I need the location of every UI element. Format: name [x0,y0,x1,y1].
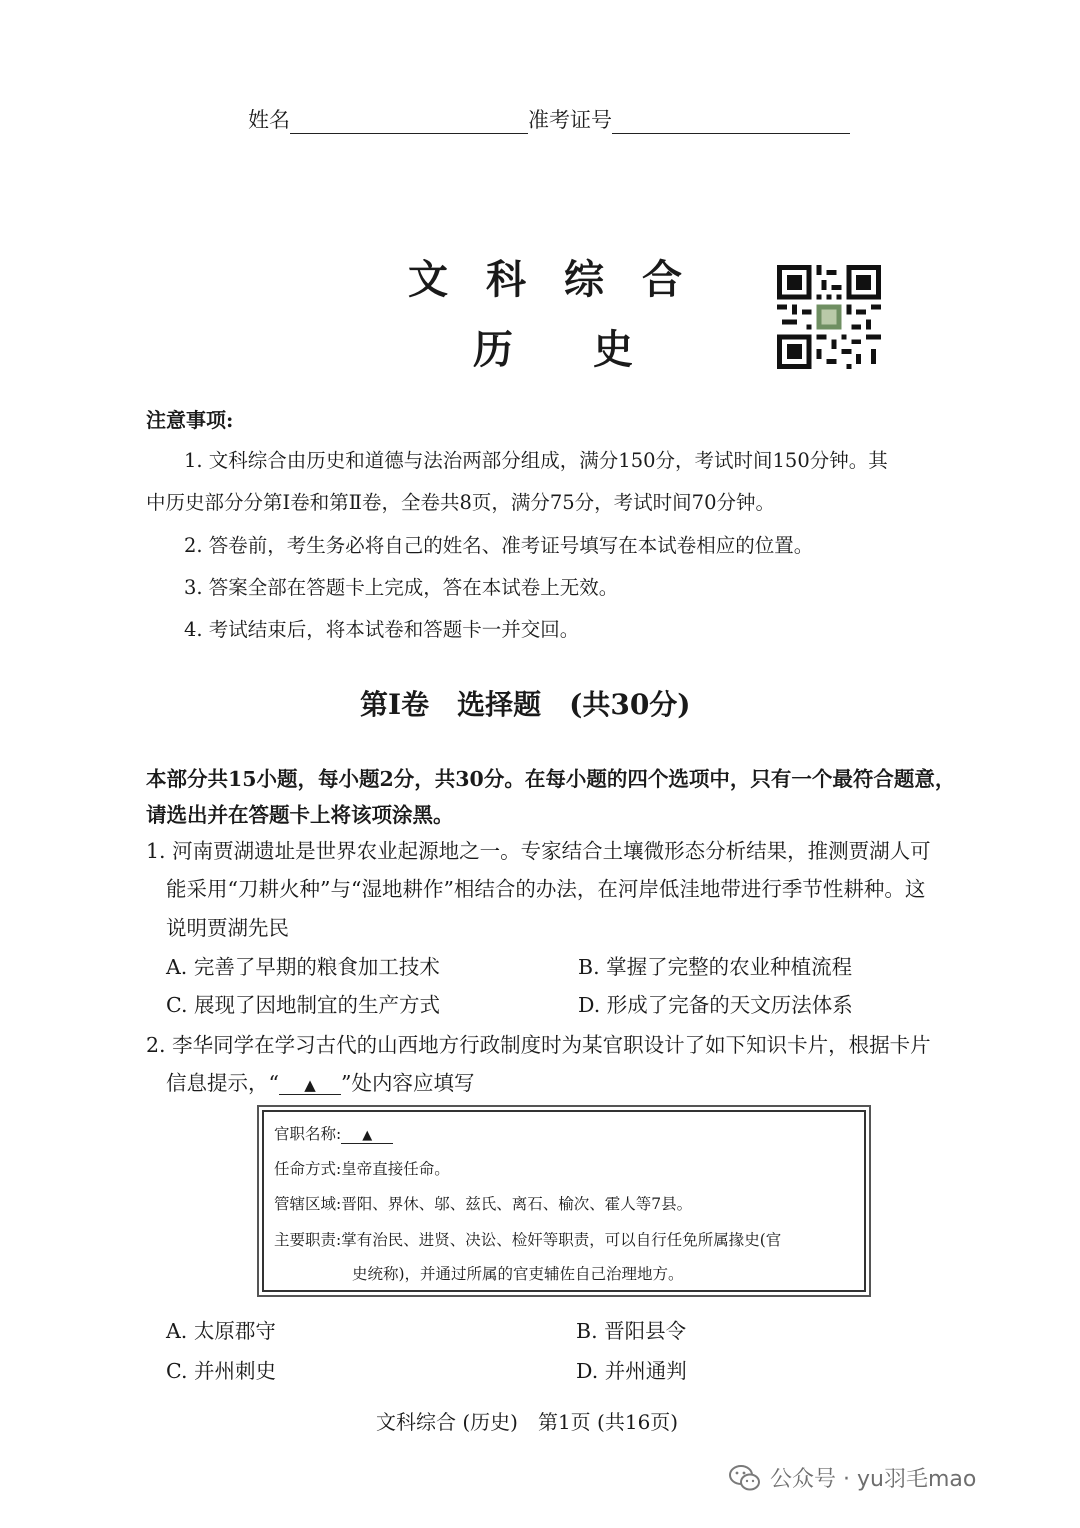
card-row-jurisdiction: 管辖区域:晋阳、界休、邬、兹氏、离石、榆次、霍人等7县。 [274,1195,693,1213]
card-row-duties-continued: 史统称)，并通过所属的官吏辅佐自己治理地方。 [352,1265,684,1283]
question-2-option-c: C. 并州刺史 [166,1359,276,1383]
question-2-line-2-end: ”处内容应填写 [340,1071,475,1095]
question-1-option-a: A. 完善了早期的粮食加工技术 [166,955,440,979]
notice-item-2: 2. 答卷前，考生务必将自己的姓名、准考证号填写在本试卷相应的位置。 [184,534,814,557]
question-1-option-d: D. 形成了完备的天文历法体系 [578,993,853,1017]
paper-title: 文科综合 [408,256,720,303]
question-2-option-b: B. 晋阳县令 [576,1319,687,1343]
exam-number-field [528,104,850,134]
subject-title: 历史 [473,326,713,373]
question-2-option-d: D. 并州通判 [576,1359,687,1383]
notice-item-4: 4. 考试结束后，将本试卷和答题卡一并交回。 [184,618,580,641]
section-intro-line-2: 请选出并在答题卡上将该项涂黑。 [146,803,454,827]
card-row-title [274,1122,393,1144]
qr-code [777,265,881,369]
card-row-appointment: 任命方式:皇帝直接任命。 [274,1160,450,1178]
question-1-option-b: B. 掌握了完整的农业种植流程 [578,955,853,979]
question-1-line-1: 1. 河南贾湖遗址是世界农业起源地之一。专家结合土壤微形态分析结果，推测贾湖人可 [146,839,931,863]
exam-number-blank-line [612,111,850,134]
card-title-label: 官职名称: [274,1125,342,1143]
notice-item-3: 3. 答案全部在答题卡上完成，答在本试卷上无效。 [184,576,619,599]
blank-triangle-mark: ▲ [279,1076,341,1095]
question-2-line-1: 2. 李华同学在学习古代的山西地方行政制度时为某官职设计了如下知识卡片，根据卡片 [146,1033,931,1057]
watermark-text: 公众号 · yu羽毛mao [770,1467,977,1492]
knowledge-card [262,1110,866,1292]
section-title: 第Ⅰ卷 选择题 (共30分) [360,688,691,721]
notice-heading: 注意事项: [146,408,234,432]
card-triangle-mark: ▲ [341,1128,393,1144]
page-footer: 文科综合 (历史) 第1页 (共16页) [376,1410,679,1434]
question-2-option-a: A. 太原郡守 [166,1319,276,1343]
wechat-icon [728,1463,762,1493]
question-1-line-3: 说明贾湖先民 [166,916,289,940]
section-intro-line-1: 本部分共15小题，每小题2分，共30分。在每小题的四个选项中，只有一个最符合题意， [146,767,956,791]
name-field [248,104,528,134]
question-1-line-2: 能采用“刀耕火种”与“湿地耕作”相结合的办法，在河岸低洼地带进行季节性耕种。这 [166,877,926,901]
exam-number-label: 准考证号 [528,108,612,132]
question-2-line-2-start: 信息提示，“ [166,1071,279,1095]
notice-item-1-line-2: 中历史部分分第Ⅰ卷和第Ⅱ卷，全卷共8页，满分75分，考试时间70分钟。 [146,491,775,514]
question-2-line-2 [166,1066,474,1096]
watermark [728,1462,976,1493]
question-1-option-c: C. 展现了因地制宜的生产方式 [166,993,440,1017]
name-blank-line [290,111,528,134]
notice-item-1-line-1: 1. 文科综合由历史和道德与法治两部分组成，满分150分，考试时间150分钟。其 [184,449,888,472]
card-row-duties: 主要职责:掌有治民、进贤、决讼、检奸等职责，可以自行任免所属掾史(官 [274,1231,782,1249]
name-label: 姓名 [248,108,290,132]
